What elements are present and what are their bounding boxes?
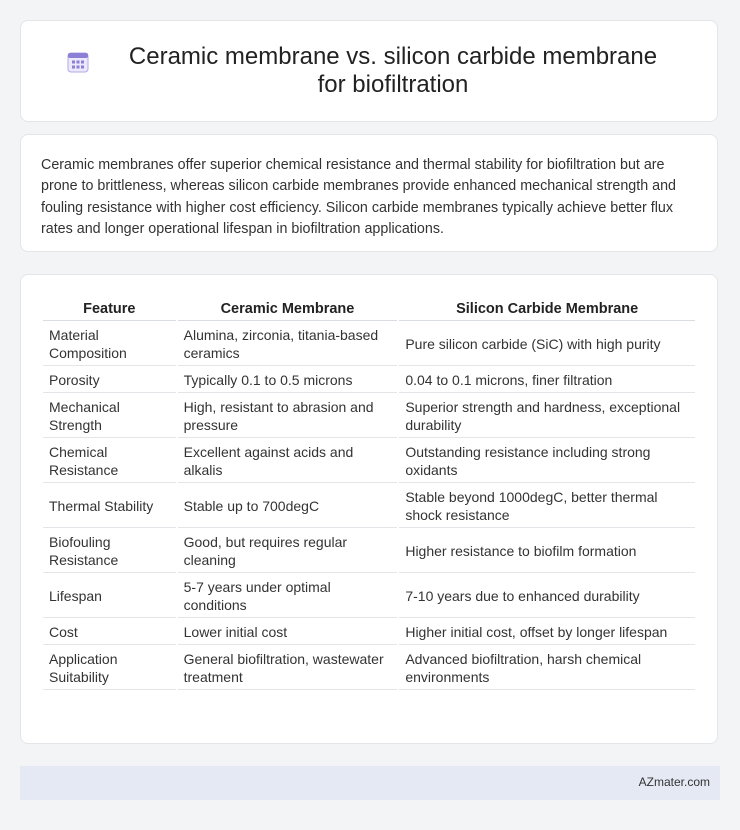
ceramic-cell: Good, but requires regular cleaning bbox=[178, 530, 398, 573]
page-title: Ceramic membrane vs. silicon carbide membrane for biofiltration bbox=[128, 43, 658, 98]
ceramic-cell: Lower initial cost bbox=[178, 620, 398, 645]
table-row bbox=[43, 323, 695, 366]
table-header-row bbox=[43, 297, 695, 321]
ceramic-cell: 5-7 years under optimal conditions bbox=[178, 575, 398, 618]
ceramic-cell: Stable up to 700degC bbox=[178, 485, 398, 528]
footer-brand: AZmater.com bbox=[638, 775, 710, 789]
ceramic-cell: Typically 0.1 to 0.5 microns bbox=[178, 368, 398, 393]
feature-cell: Biofouling Resistance bbox=[43, 530, 176, 573]
silicon-carbide-cell: 7-10 years due to enhanced durability bbox=[399, 575, 695, 618]
feature-cell: Chemical Resistance bbox=[43, 440, 176, 483]
comparison-table-card bbox=[20, 274, 718, 744]
table-row bbox=[43, 620, 695, 645]
summary-card bbox=[20, 134, 718, 252]
feature-cell: Cost bbox=[43, 620, 176, 645]
title-wrap bbox=[49, 43, 689, 99]
table-row bbox=[43, 368, 695, 393]
summary-text: Ceramic membranes offer superior chemical resistance and thermal stability for biofiltration but are prone to brittleness, whereas silicon carbide membranes provide enhanced mechanical strength and fouling resistance with higher cost efficiency. Silicon carbide membranes typically achieve better flux rates and longer operational lifespan in biofiltration applications. bbox=[41, 157, 676, 237]
silicon-carbide-cell: Higher resistance to biofilm formation bbox=[399, 530, 695, 573]
feature-cell: Thermal Stability bbox=[43, 485, 176, 528]
silicon-carbide-cell: Pure silicon carbide (SiC) with high purity bbox=[399, 323, 695, 366]
header-feature: Feature bbox=[43, 297, 176, 321]
silicon-carbide-cell: Advanced biofiltration, harsh chemical environments bbox=[399, 647, 695, 690]
comparison-table bbox=[41, 295, 697, 692]
feature-cell: Material Composition bbox=[43, 323, 176, 366]
feature-cell: Application Suitability bbox=[43, 647, 176, 690]
feature-cell: Lifespan bbox=[43, 575, 176, 618]
table-row bbox=[43, 647, 695, 690]
silicon-carbide-cell: Higher initial cost, offset by longer lifespan bbox=[399, 620, 695, 645]
title-card bbox=[20, 20, 718, 122]
ceramic-cell: Excellent against acids and alkalis bbox=[178, 440, 398, 483]
silicon-carbide-cell: Superior strength and hardness, exceptional durability bbox=[399, 395, 695, 438]
calendar-icon bbox=[65, 49, 91, 75]
table-row bbox=[43, 485, 695, 528]
ceramic-cell: High, resistant to abrasion and pressure bbox=[178, 395, 398, 438]
silicon-carbide-cell: 0.04 to 0.1 microns, finer filtration bbox=[399, 368, 695, 393]
silicon-carbide-cell: Outstanding resistance including strong oxidants bbox=[399, 440, 695, 483]
ceramic-cell: Alumina, zirconia, titania-based ceramics bbox=[178, 323, 398, 366]
table-row bbox=[43, 530, 695, 573]
table-row bbox=[43, 395, 695, 438]
feature-cell: Mechanical Strength bbox=[43, 395, 176, 438]
footer-bar bbox=[20, 766, 720, 800]
header-silicon-carbide: Silicon Carbide Membrane bbox=[399, 297, 695, 321]
header-ceramic: Ceramic Membrane bbox=[178, 297, 398, 321]
silicon-carbide-cell: Stable beyond 1000degC, better thermal shock resistance bbox=[399, 485, 695, 528]
table-row bbox=[43, 440, 695, 483]
ceramic-cell: General biofiltration, wastewater treatment bbox=[178, 647, 398, 690]
table-row bbox=[43, 575, 695, 618]
feature-cell: Porosity bbox=[43, 368, 176, 393]
